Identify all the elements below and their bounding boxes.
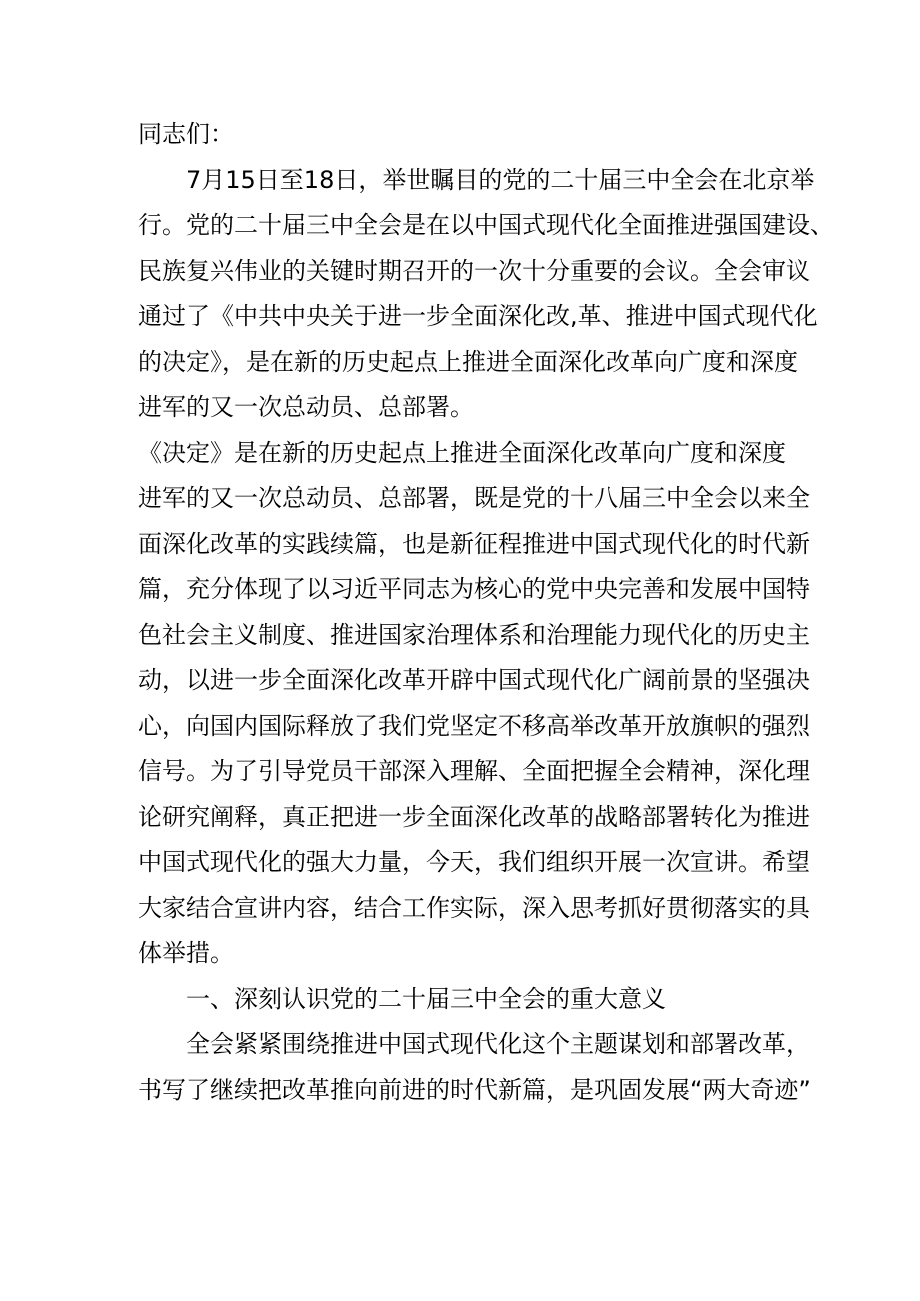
paragraph-2 bbox=[138, 431, 810, 977]
paragraph-line: 的决定》，是在新的历史起点上推进全面深化改革向广度和深度 bbox=[138, 347, 798, 376]
paragraph-line: 色社会主义制度、推进国家治理体系和治理能力现代化的历史主 bbox=[138, 620, 810, 649]
paragraph-line: 进军的又一次总动员、总部署，既是党的十八届三中全会以来全 bbox=[138, 484, 810, 512]
paragraph-line: 面深化改革的实践续篇，也是新征程推进中国式现代化的时代新 bbox=[138, 529, 810, 558]
paragraph-line: 7月15日至18日，举世瞩目的党的二十届三中全会在北京举 bbox=[186, 165, 815, 194]
paragraph-line: 篇，充分体现了以习近平同志为核心的党中央完善和发展中国特 bbox=[138, 575, 810, 603]
paragraph-line: 通过了《中共中央关于进一步全面深化改,革、推进中国式现代化 bbox=[138, 302, 818, 330]
paragraph-3 bbox=[138, 1022, 811, 1113]
section-heading: 一、深刻认识党的二十届三中全会的重大意义 bbox=[186, 984, 666, 1013]
paragraph-line: 进军的又一次总动员、总部署。 bbox=[138, 393, 474, 421]
paragraph-line: 信号。为了引导党员干部深入理解、全面把握全会精神，深化理 bbox=[138, 757, 810, 785]
paragraph-line: 大家结合宣讲内容，结合工作实际，深入思考抓好贯彻落实的具 bbox=[138, 893, 810, 922]
paragraph-line: 《决定》是在新的历史起点上推进全面深化改革向广度和深度 bbox=[138, 438, 786, 467]
paragraph-line: 论研究阐释，真正把进一步全面深化改革的战略部署转化为推进 bbox=[138, 802, 810, 831]
paragraph-line: 行。党的二十届三中全会是在以中国式现代化全面推进强国建设、 bbox=[138, 211, 834, 239]
paragraph-line: 全会紧紧围绕推进中国式现代化这个主题谋划和部署改革， bbox=[186, 1030, 810, 1058]
paragraph-line: 书写了继续把改革推向前进的时代新篇，是巩固发展“两大奇迹” bbox=[138, 1075, 811, 1104]
paragraph-line: 中国式现代化的强大力量，今天，我们组织开展一次宣讲。希望 bbox=[138, 848, 810, 876]
salutation: 同志们： bbox=[138, 120, 234, 148]
paragraph-line: 体举措。 bbox=[138, 939, 234, 967]
paragraph-line: 民族复兴伟业的关键时期召开的一次十分重要的会议。全会审议 bbox=[138, 256, 810, 285]
paragraph-line: 动，以进一步全面深化改革开辟中国式现代化广阔前景的坚强决 bbox=[138, 666, 810, 694]
paragraph-1 bbox=[138, 158, 834, 431]
document-page bbox=[138, 112, 834, 1113]
paragraph-line: 心，向国内国际释放了我们党坚定不移高举改革开放旗帜的强烈 bbox=[138, 711, 810, 740]
